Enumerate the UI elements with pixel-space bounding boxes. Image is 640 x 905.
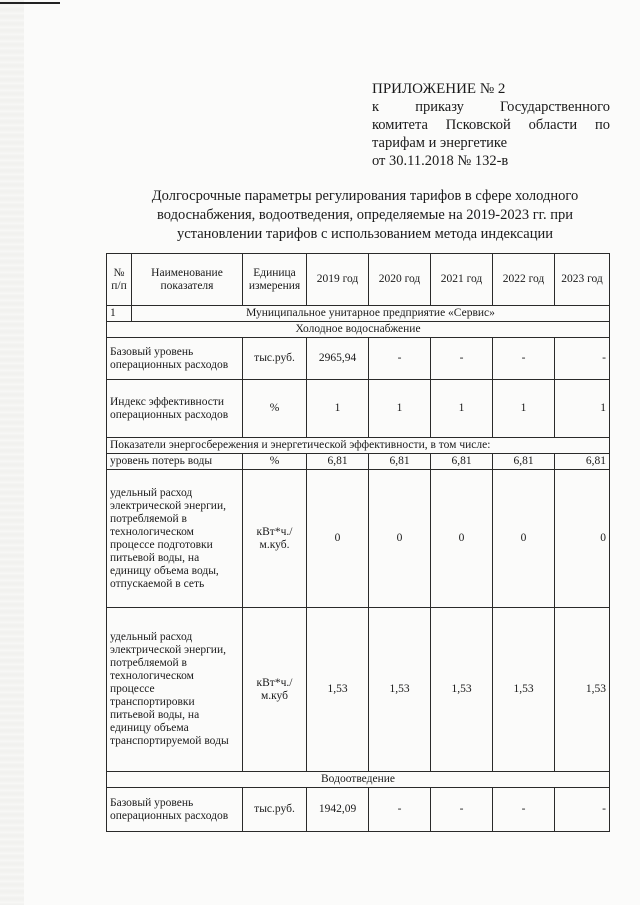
value-cell: - [431,338,493,380]
value-cell: 1 [369,380,431,438]
section-row [107,438,610,454]
indicator-name: уровень потерь воды [107,454,243,470]
value-cell: 1942,09 [307,788,369,832]
header-cell: Наименование показателя [132,254,243,306]
value-cell: 1 [307,380,369,438]
document-title: Долгосрочные параметры регулирования тарифов в сфере холодного водоснабжения, водоотведения, определяемые на 2019-2023 гг. при установлении тарифов с использованием метода индексации [151,188,579,242]
value-cell: - [493,788,555,832]
table-row [107,470,610,608]
section-cold-water: Холодное водоснабжение [107,322,610,338]
indicator-name: Индекс эффективности операционных расходов [107,380,243,438]
org-name: Муниципальное унитарное предприятие «Сервис» [132,306,610,322]
section-energy: Показатели энергосбережения и энергетической эффективности, в том числе: [107,438,610,454]
header-cell: 2022 год [493,254,555,306]
value-cell: 1 [493,380,555,438]
value-cell: 1 [555,380,610,438]
value-cell: 0 [555,470,610,608]
unit-cell: % [243,454,307,470]
value-cell: - [555,788,610,832]
org-row [107,306,610,322]
scan-edge [0,0,24,905]
appendix-line-3: тарифам и энергетике [372,135,508,151]
scan-mark [0,2,60,4]
header-cell: 2021 год [431,254,493,306]
value-cell: 6,81 [369,454,431,470]
value-cell: 1,53 [555,608,610,772]
unit-cell: % [243,380,307,438]
value-cell: 0 [369,470,431,608]
value-cell: 0 [493,470,555,608]
value-cell: 1,53 [431,608,493,772]
table-row [107,338,610,380]
indicator-name: Базовый уровень операционных расходов [107,338,243,380]
value-cell: 1,53 [369,608,431,772]
table-row [107,380,610,438]
table-row [107,608,610,772]
appendix-title: ПРИЛОЖЕНИЕ № 2 [372,81,506,97]
header-cell: 2020 год [369,254,431,306]
appendix-line-1: к приказу Государственного [372,99,610,115]
parameters-table [106,253,610,832]
indicator-name: Базовый уровень операционных расходов [107,788,243,832]
value-cell: 6,81 [493,454,555,470]
row-number: 1 [107,306,132,322]
section-row [107,322,610,338]
value-cell: - [493,338,555,380]
value-cell: 6,81 [307,454,369,470]
table-header-row [107,254,610,306]
value-cell: - [369,338,431,380]
unit-cell: кВт*ч./м.куб [243,608,307,772]
value-cell: - [431,788,493,832]
header-cell: 2019 год [307,254,369,306]
section-row [107,772,610,788]
value-cell: - [369,788,431,832]
value-cell: 0 [431,470,493,608]
value-cell: 1,53 [307,608,369,772]
value-cell: 6,81 [431,454,493,470]
value-cell: 1,53 [493,608,555,772]
value-cell: 6,81 [555,454,610,470]
value-cell: 1 [431,380,493,438]
header-cell: Единица измерения [243,254,307,306]
appendix-block [372,80,610,170]
indicator-name: удельный расход электрической энергии, потребляемой в технологическом процессе транспортировки питьевой воды, на единицу объема транспортируемой воды [107,608,243,772]
header-cell: 2023 год [555,254,610,306]
table-row [107,454,610,470]
section-sewerage: Водоотведение [107,772,610,788]
appendix-line-4: от 30.11.2018 № 132-в [372,153,509,169]
unit-cell: тыс.руб. [243,338,307,380]
value-cell: 2965,94 [307,338,369,380]
value-cell: - [555,338,610,380]
header-cell: № п/п [107,254,132,306]
unit-cell: кВт*ч./м.куб. [243,470,307,608]
value-cell: 0 [307,470,369,608]
indicator-name: удельный расход электрической энергии, потребляемой в технологическом процессе подготовки питьевой воды, на единицу объема воды, отпускаемой в сеть [107,470,243,608]
table-row [107,788,610,832]
appendix-line-2: комитета Псковской области по [372,117,610,133]
unit-cell: тыс.руб. [243,788,307,832]
